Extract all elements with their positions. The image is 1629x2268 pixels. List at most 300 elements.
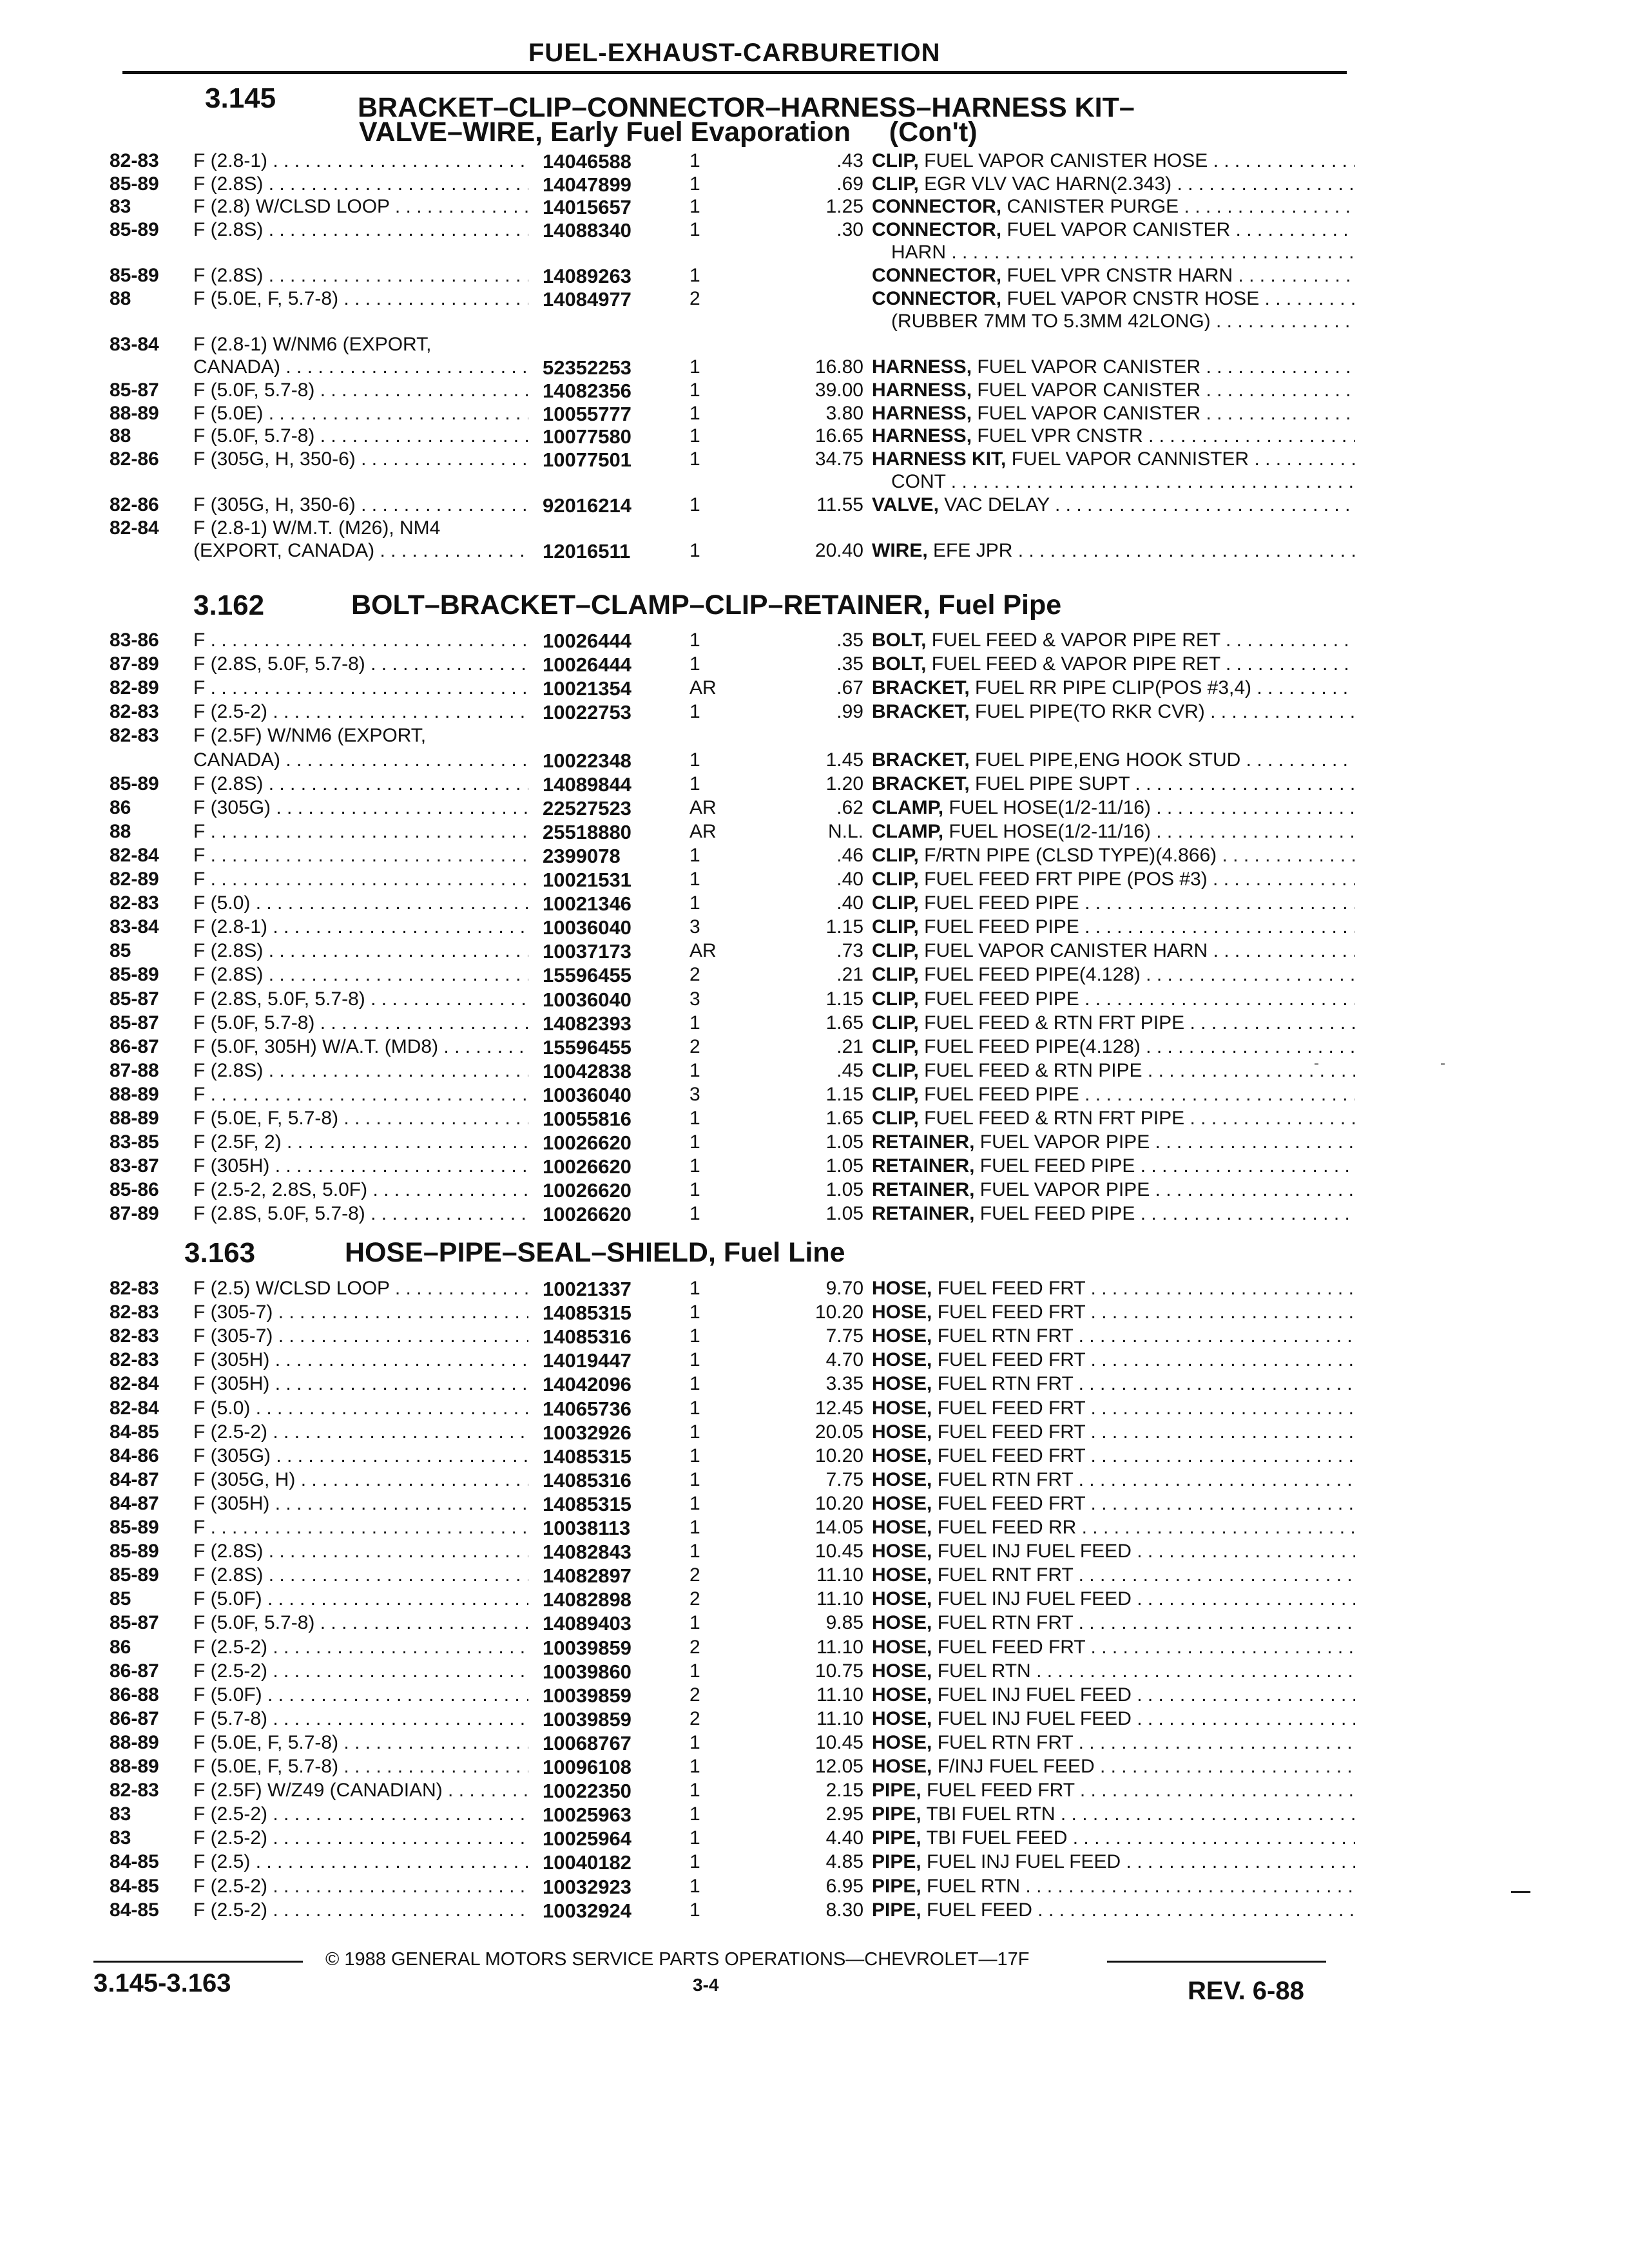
part-detail: F/INJ FUEL FEED <box>937 1756 1095 1777</box>
parts-row <box>110 265 1353 287</box>
part-number: 10021337 <box>543 1278 631 1300</box>
application: F (5.0F, 5.7-8) . . . <box>193 1012 528 1034</box>
model-years: 88 <box>110 288 131 309</box>
part-name: HOSE, <box>872 1708 932 1729</box>
part-number: 52352253 <box>543 356 631 379</box>
application: F (5.0F, 5.7-8) . . . <box>193 425 528 447</box>
application: F (2.8S) . . . <box>193 1541 528 1562</box>
quantity: 1 <box>689 150 700 171</box>
parts-row <box>110 916 1353 938</box>
model-years: 83-85 <box>110 1131 159 1153</box>
parts-row <box>110 1398 1353 1419</box>
part-name: PIPE, <box>872 1803 921 1825</box>
application: F (5.0E, F, 5.7-8) . . . <box>193 288 528 310</box>
parts-row <box>110 1421 1353 1443</box>
application: F (305-7) . . . <box>193 1325 528 1347</box>
part-detail: FUEL FEED FRT <box>937 1421 1086 1443</box>
parts-row <box>110 471 1353 493</box>
model-years: 85-87 <box>110 988 159 1010</box>
part-number: 10022348 <box>543 749 631 772</box>
part-name: HOSE, <box>872 1398 932 1419</box>
quantity: 1 <box>689 425 700 447</box>
parts-row <box>110 988 1353 1010</box>
application: F (2.5-2) . . . <box>193 1899 528 1921</box>
parts-row <box>110 1827 1353 1849</box>
application: F (2.8) W/CLSD LOOP . . . <box>193 196 528 218</box>
quantity: 2 <box>689 1564 700 1586</box>
application: F (2.5-2) . . . <box>193 1637 528 1658</box>
parts-row <box>110 242 1353 264</box>
parts-row <box>110 380 1353 401</box>
model-years: 85-89 <box>110 1541 159 1562</box>
part-number: 10068767 <box>543 1732 631 1754</box>
part-name: CLIP, <box>872 869 919 890</box>
quantity: 1 <box>689 403 700 424</box>
part-description <box>872 1302 1355 1323</box>
parts-row <box>110 494 1353 516</box>
application: F . . . <box>193 629 528 651</box>
part-number: 10039860 <box>543 1660 631 1683</box>
price: 1.45 <box>825 749 863 771</box>
price: 1.25 <box>825 196 863 217</box>
part-number: 10042838 <box>543 1060 631 1082</box>
application: F (2.8-1) W/NM6 (EXPORT, <box>193 334 432 355</box>
part-name: CLIP, <box>872 892 919 914</box>
parts-row <box>110 1588 1353 1610</box>
part-number: 14019447 <box>543 1349 631 1372</box>
part-description <box>872 1708 1355 1730</box>
part-description <box>872 629 1355 651</box>
part-description <box>872 1131 1355 1153</box>
parts-row <box>110 1899 1353 1921</box>
part-detail <box>872 725 891 746</box>
parts-row <box>110 1517 1353 1539</box>
part-detail: FUEL RTN FRT <box>937 1373 1074 1394</box>
model-years: 86-88 <box>110 1684 159 1706</box>
part-detail: TBI FUEL FEED <box>926 1827 1068 1849</box>
quantity: 1 <box>689 1660 700 1682</box>
part-name: RETAINER, <box>872 1131 975 1153</box>
part-detail: FUEL FEED FRT <box>937 1278 1086 1299</box>
application: F (305G) . . . <box>193 797 528 819</box>
section-number: 3.145 <box>205 82 276 114</box>
part-name: PIPE, <box>872 1827 921 1849</box>
quantity: 1 <box>689 845 700 866</box>
part-description <box>872 356 1355 378</box>
application: F (305H) . . . <box>193 1373 528 1395</box>
quantity: 1 <box>689 1302 700 1323</box>
part-description <box>872 403 1355 425</box>
part-name: CLIP, <box>872 940 919 961</box>
part-number: 10077501 <box>543 448 631 471</box>
part-description <box>872 892 1355 914</box>
price: 4.70 <box>825 1349 863 1370</box>
part-name: PIPE, <box>872 1780 921 1801</box>
price: 11.55 <box>816 494 863 515</box>
part-description <box>872 1517 1355 1539</box>
model-years: 83 <box>110 196 131 217</box>
model-years: 86-87 <box>110 1708 159 1729</box>
application: F (5.0E, F, 5.7-8) . . . <box>193 1756 528 1778</box>
part-number: 14082843 <box>543 1541 631 1563</box>
price: 20.05 <box>815 1421 863 1443</box>
price: 9.70 <box>825 1278 863 1299</box>
parts-row <box>110 1060 1353 1082</box>
part-name: HARNESS KIT, <box>872 448 1007 470</box>
section-number: 3.162 <box>193 590 265 621</box>
application: F (305G, H) . . . <box>193 1469 528 1491</box>
price: 7.75 <box>825 1469 863 1490</box>
model-years: 82-86 <box>110 494 159 515</box>
quantity: 1 <box>689 629 700 651</box>
model-years: 83 <box>110 1827 131 1849</box>
quantity: 1 <box>689 1517 700 1538</box>
price: .35 <box>836 629 863 651</box>
part-detail: FUEL FEED PIPE <box>979 1155 1135 1177</box>
part-detail: FUEL FEED PIPE <box>924 1084 1079 1105</box>
parts-row <box>110 1469 1353 1491</box>
price: 39.00 <box>815 380 863 401</box>
part-name: CLIP, <box>872 1036 919 1057</box>
quantity: 1 <box>689 1278 700 1299</box>
price: .21 <box>836 964 863 985</box>
part-name: BRACKET, <box>872 701 970 722</box>
application: F (2.8S) . . . <box>193 940 528 962</box>
part-detail: FUEL FEED FRT PIPE (POS #3) <box>924 869 1208 890</box>
price: 16.80 <box>815 356 863 378</box>
part-description <box>872 749 1355 771</box>
quantity: 1 <box>689 1780 700 1801</box>
parts-row <box>110 311 1353 332</box>
parts-row <box>110 150 1353 172</box>
price: .46 <box>836 845 863 866</box>
part-description <box>872 448 1355 470</box>
part-number: 10026444 <box>543 629 631 652</box>
part-detail: FUEL FEED FRT <box>937 1398 1086 1419</box>
part-description <box>872 380 1355 401</box>
application: F (2.5-2) . . . <box>193 1421 528 1443</box>
price: 1.05 <box>825 1131 863 1153</box>
part-detail: EFE JPR <box>933 540 1013 561</box>
application: F (2.5-2) . . . <box>193 1876 528 1898</box>
part-name: PIPE, <box>872 1899 921 1921</box>
quantity: 1 <box>689 869 700 890</box>
model-years: 85 <box>110 1588 131 1610</box>
parts-row <box>110 629 1353 651</box>
application: F (305G) . . . <box>193 1445 528 1467</box>
parts-row <box>110 540 1353 562</box>
part-description <box>872 1851 1355 1873</box>
part-description <box>872 1756 1355 1778</box>
parts-row <box>110 1637 1353 1658</box>
quantity: AR <box>689 940 717 961</box>
model-years: 82-89 <box>110 677 159 698</box>
part-detail: FUEL FEED RR <box>937 1517 1077 1538</box>
part-detail: CONT <box>891 471 946 492</box>
parts-row <box>110 425 1353 447</box>
model-years: 84-85 <box>110 1899 159 1921</box>
model-years: 86-87 <box>110 1660 159 1682</box>
price: 10.75 <box>815 1660 863 1682</box>
model-years: 88-89 <box>110 403 159 424</box>
part-number: 10026620 <box>543 1203 631 1225</box>
price: 11.10 <box>816 1637 863 1658</box>
part-description <box>872 797 1355 819</box>
part-name: HOSE, <box>872 1493 932 1514</box>
part-description <box>872 940 1355 962</box>
price: 1.20 <box>825 773 863 794</box>
part-name: WIRE, <box>872 540 928 561</box>
part-number: 10036040 <box>543 916 631 939</box>
part-name: CONNECTOR, <box>872 196 1002 217</box>
part-detail: FUEL RTN <box>927 1876 1021 1897</box>
part-detail: TBI FUEL RTN <box>926 1803 1055 1825</box>
part-name: VALVE, <box>872 494 939 515</box>
part-detail: FUEL FEED <box>927 1899 1032 1921</box>
model-years: 82-83 <box>110 1278 159 1299</box>
header-rule <box>122 71 1347 74</box>
quantity: 1 <box>689 540 700 561</box>
part-number: 10021346 <box>543 892 631 915</box>
application: F (2.8-1) . . . <box>193 150 528 172</box>
part-name: CLIP, <box>872 845 919 866</box>
part-name: CLIP, <box>872 1084 919 1105</box>
part-description <box>872 540 1355 562</box>
part-name: CLIP, <box>872 964 919 985</box>
part-number: 10096108 <box>543 1756 631 1778</box>
part-name: HARNESS, <box>872 425 972 447</box>
part-name: HOSE, <box>872 1373 932 1394</box>
quantity: 1 <box>689 1421 700 1443</box>
part-number: 14084977 <box>543 288 631 311</box>
part-detail: FUEL VAPOR CANISTER <box>1007 219 1231 240</box>
parts-row <box>110 356 1353 378</box>
part-detail: FUEL RTN <box>937 1660 1031 1682</box>
part-name: CONNECTOR, <box>872 288 1002 309</box>
part-description <box>872 1398 1355 1419</box>
quantity: 1 <box>689 1398 700 1419</box>
part-name: HOSE, <box>872 1325 932 1347</box>
price: 34.75 <box>815 448 863 470</box>
model-years: 88 <box>110 425 131 447</box>
application: F (2.5-2, 2.8S, 5.0F) . . . <box>193 1179 528 1201</box>
part-description <box>872 242 1355 264</box>
price: 3.80 <box>825 403 863 424</box>
part-description <box>872 1588 1355 1610</box>
part-detail: FUEL RTN FRT <box>937 1612 1074 1633</box>
part-number: 10026444 <box>543 653 631 676</box>
part-description <box>872 1684 1355 1706</box>
part-detail: FUEL FEED PIPE <box>924 988 1079 1010</box>
part-description <box>872 1084 1355 1106</box>
price: 10.20 <box>815 1302 863 1323</box>
model-years: 82-84 <box>110 845 159 866</box>
part-name: HOSE, <box>872 1684 932 1706</box>
part-name: CONNECTOR, <box>872 219 1002 240</box>
part-name: RETAINER, <box>872 1155 975 1177</box>
application: F (2.8S) . . . <box>193 964 528 986</box>
part-description <box>872 1493 1355 1515</box>
part-name: CLIP, <box>872 1060 919 1081</box>
footer-rule-left <box>93 1961 303 1963</box>
part-description <box>872 1899 1355 1921</box>
parts-row <box>110 1084 1353 1106</box>
part-name: PIPE, <box>872 1851 921 1872</box>
quantity: 1 <box>689 1541 700 1562</box>
part-name: BRACKET, <box>872 773 970 794</box>
quantity: 1 <box>689 494 700 515</box>
price: 11.10 <box>816 1564 863 1586</box>
parts-row <box>110 219 1353 241</box>
part-name: HOSE, <box>872 1517 932 1538</box>
quantity: 1 <box>689 1851 700 1872</box>
part-number: 92016214 <box>543 494 631 517</box>
model-years: 82-84 <box>110 517 159 539</box>
parts-row <box>110 1660 1353 1682</box>
parts-row <box>110 1108 1353 1129</box>
price: 10.45 <box>815 1732 863 1753</box>
parts-row <box>110 403 1353 425</box>
parts-row <box>110 653 1353 675</box>
price: .69 <box>836 173 863 195</box>
part-name: HARNESS, <box>872 356 972 378</box>
quantity: 1 <box>689 1373 700 1394</box>
quantity: 1 <box>689 773 700 794</box>
part-detail: FUEL FEED FRT <box>937 1637 1086 1658</box>
quantity: 1 <box>689 219 700 240</box>
price: 14.05 <box>815 1517 863 1538</box>
price: 20.40 <box>815 540 863 561</box>
parts-row <box>110 821 1353 843</box>
application: F (305G, H, 350-6) . . . <box>193 448 528 470</box>
part-number: 14088340 <box>543 219 631 242</box>
quantity: 2 <box>689 1637 700 1658</box>
model-years: 85-89 <box>110 265 159 286</box>
part-name: CONNECTOR, <box>872 265 1002 286</box>
price: 3.35 <box>825 1373 863 1394</box>
quantity: 1 <box>689 1803 700 1825</box>
part-description <box>872 1827 1355 1849</box>
parts-row <box>110 196 1353 218</box>
parts-row <box>110 1155 1353 1177</box>
price: 7.75 <box>825 1325 863 1347</box>
part-detail: FUEL INJ FUEL FEED <box>937 1708 1132 1729</box>
part-name: HOSE, <box>872 1349 932 1370</box>
part-name: BRACKET, <box>872 677 970 698</box>
quantity: 1 <box>689 1469 700 1490</box>
parts-row <box>110 173 1353 195</box>
part-number: 10025964 <box>543 1827 631 1850</box>
model-years: 86-87 <box>110 1036 159 1057</box>
part-name: CLAMP, <box>872 797 944 818</box>
part-number: 14082898 <box>543 1588 631 1611</box>
parts-row <box>110 1564 1353 1586</box>
part-description <box>872 1012 1355 1034</box>
quantity: 1 <box>689 1827 700 1849</box>
application: F (305H) . . . <box>193 1155 528 1177</box>
part-number: 14082393 <box>543 1012 631 1035</box>
quantity: 1 <box>689 448 700 470</box>
model-years: 84-85 <box>110 1421 159 1443</box>
part-number: 10032924 <box>543 1899 631 1922</box>
quantity: 2 <box>689 1708 700 1729</box>
quantity: 1 <box>689 653 700 675</box>
part-detail: FUEL FEED PIPE(4.128) <box>924 964 1141 985</box>
parts-row <box>110 869 1353 890</box>
parts-row <box>110 964 1353 986</box>
part-number: 12016511 <box>543 540 631 562</box>
application: F (2.5-2) . . . <box>193 1827 528 1849</box>
model-years: 83-84 <box>110 334 159 355</box>
application: F (2.8S) . . . <box>193 1060 528 1082</box>
part-description <box>872 1660 1355 1682</box>
model-years: 88-89 <box>110 1108 159 1129</box>
part-detail: FUEL PIPE SUPT <box>975 773 1130 794</box>
part-description <box>872 916 1355 938</box>
model-years: 85-89 <box>110 964 159 985</box>
part-number: 10055777 <box>543 403 631 425</box>
model-years: 82-83 <box>110 701 159 722</box>
part-number: 10032926 <box>543 1421 631 1444</box>
part-name: CLIP, <box>872 1012 919 1033</box>
part-description <box>872 653 1355 675</box>
part-description <box>872 311 1355 332</box>
application: F (305H) . . . <box>193 1493 528 1515</box>
model-years: 88 <box>110 821 131 842</box>
application: F (5.0E, F, 5.7-8) . . . <box>193 1732 528 1754</box>
part-number: 10026620 <box>543 1179 631 1202</box>
part-name: CLIP, <box>872 173 919 195</box>
part-description <box>872 150 1355 172</box>
application: F (305H) . . . <box>193 1349 528 1371</box>
model-years: 85-89 <box>110 219 159 240</box>
application: CANADA) . . . <box>193 749 528 771</box>
application: F (5.7-8) . . . <box>193 1708 528 1730</box>
part-number: 10021531 <box>543 869 631 891</box>
price: 12.05 <box>815 1756 863 1777</box>
parts-row <box>110 1349 1353 1371</box>
part-description <box>872 821 1355 843</box>
part-detail: FUEL PIPE,ENG HOOK STUD <box>975 749 1241 771</box>
application: F (5.0F, 305H) W/A.T. (MD8) . . . <box>193 1036 528 1058</box>
part-detail: FUEL INJ FUEL FEED <box>927 1851 1121 1872</box>
application: F (2.5-2) . . . <box>193 1660 528 1682</box>
part-detail: FUEL RTN FRT <box>937 1732 1074 1753</box>
model-years: 86 <box>110 797 131 818</box>
part-description <box>872 964 1355 986</box>
application: F . . . <box>193 869 528 890</box>
model-years: 87-88 <box>110 1060 159 1081</box>
price: .73 <box>836 940 863 961</box>
model-years: 83-84 <box>110 916 159 937</box>
part-detail: FUEL VAPOR CANISTER <box>977 356 1201 378</box>
quantity: 1 <box>689 1325 700 1347</box>
price: 2.95 <box>825 1803 863 1825</box>
parts-row <box>110 701 1353 723</box>
application: F (2.5-2) . . . <box>193 1803 528 1825</box>
part-number: 10055816 <box>543 1108 631 1130</box>
margin-mark <box>1511 1891 1530 1893</box>
section-title: BRACKET–CLIP–CONNECTOR–HARNESS–HARNESS KIT– <box>358 92 1135 123</box>
part-number: 14085315 <box>543 1493 631 1515</box>
part-name: HOSE, <box>872 1421 932 1443</box>
part-name: CLIP, <box>872 916 919 937</box>
application: F (2.5F, 2) . . . <box>193 1131 528 1153</box>
part-detail: FUEL VAPOR CANISTER <box>977 380 1201 401</box>
price: .40 <box>836 892 863 914</box>
model-years: 82-83 <box>110 1780 159 1801</box>
part-number: 10040182 <box>543 1851 631 1874</box>
